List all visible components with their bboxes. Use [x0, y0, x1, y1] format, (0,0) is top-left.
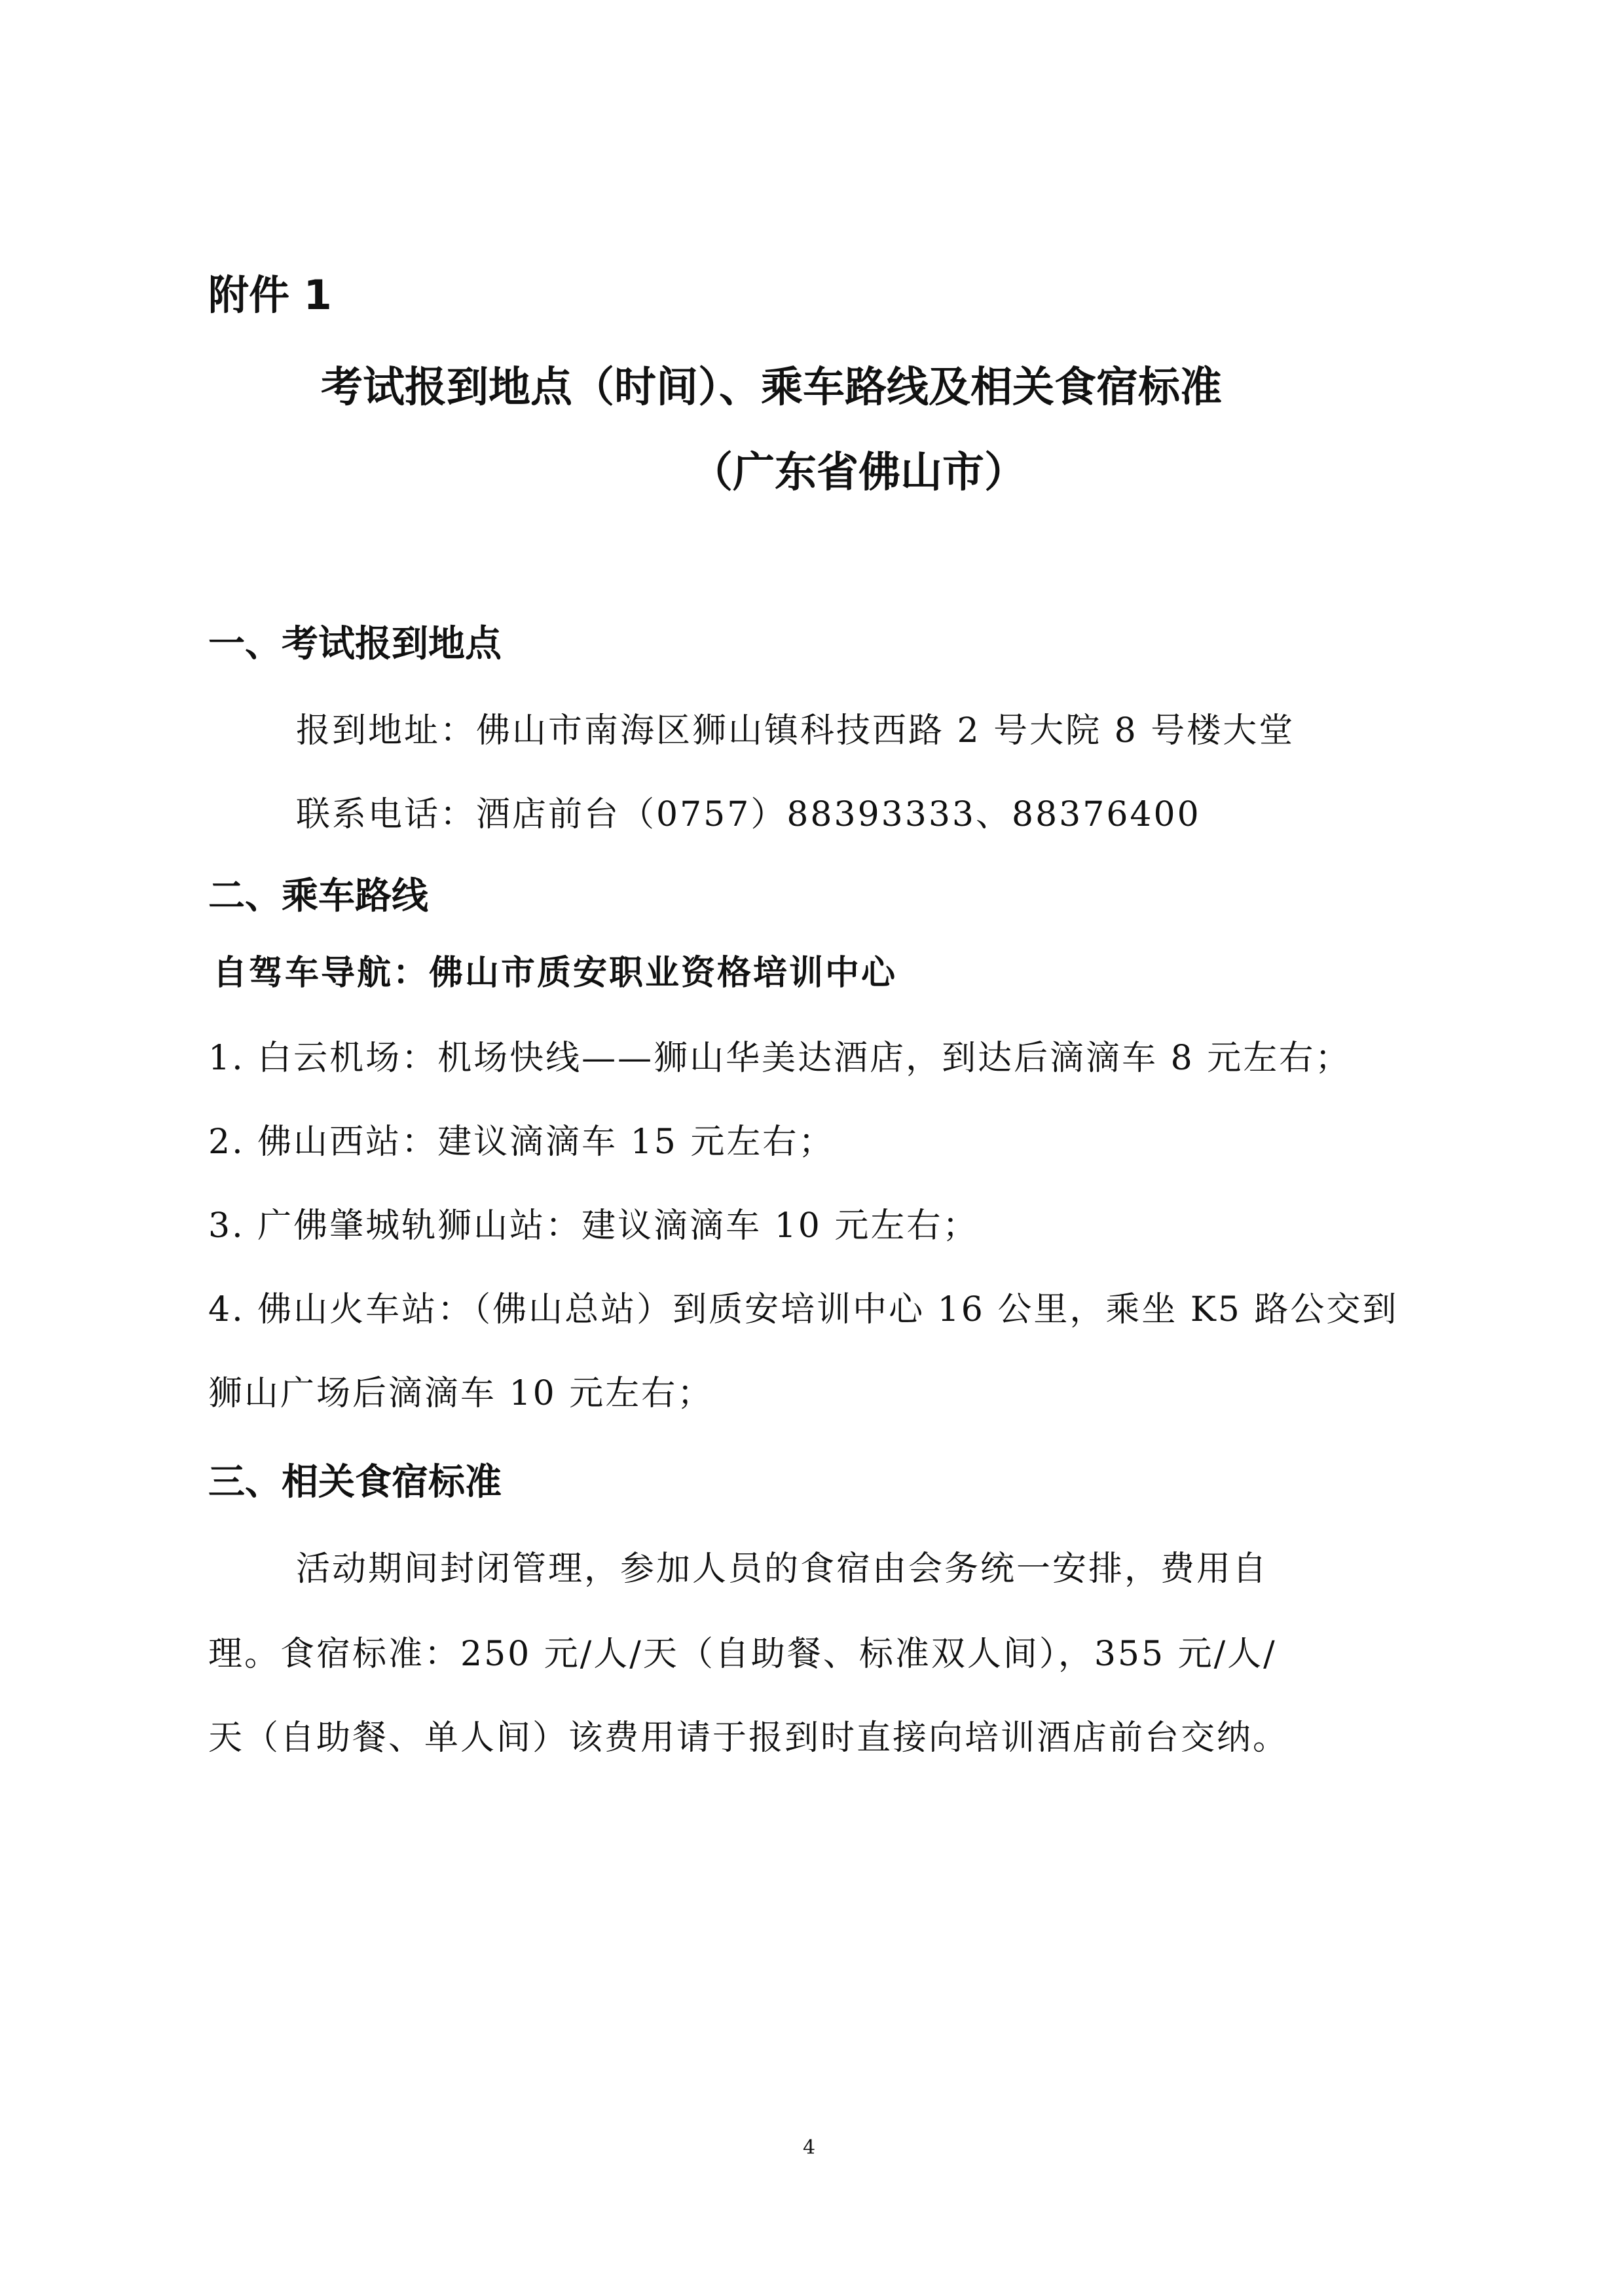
section-heading-transport-routes: 二、乘车路线	[208, 874, 428, 917]
self-drive-navigation: 自驾车导航：佛山市质安职业资格培训中心	[213, 953, 898, 993]
accommodation-paragraph-line: 天（自助餐、单人间）该费用请于报到时直接向培训酒店前台交纳。	[208, 1718, 1289, 1758]
section-heading-food-accommodation: 三、相关食宿标准	[208, 1460, 502, 1504]
section-heading-report-location: 一、考试报到地点	[208, 622, 502, 665]
document-title: 考试报到地点（时间）、乘车路线及相关食宿标准	[321, 363, 1222, 412]
page-number: 4	[803, 2136, 816, 2159]
route-item: 2. 佛山西站：建议滴滴车 15 元左右；	[208, 1122, 835, 1162]
accommodation-paragraph-line: 活动期间封闭管理，参加人员的食宿由会务统一安排，费用自	[296, 1549, 1269, 1589]
attachment-label: 附件 1	[208, 271, 332, 319]
route-item: 4. 佛山火车站：（佛山总站）到质安培训中心 16 公里，乘坐 K5 路公交到	[208, 1290, 1399, 1329]
route-item-continuation: 狮山广场后滴滴车 10 元左右；	[208, 1374, 714, 1413]
accommodation-paragraph-line: 理。食宿标准：250 元/人/天（自助餐、标准双人间），355 元/人/	[208, 1635, 1277, 1674]
route-item: 3. 广佛肇城轨狮山站：建议滴滴车 10 元左右；	[208, 1206, 979, 1246]
document-subtitle: （广东省佛山市）	[691, 449, 1026, 497]
route-item: 1. 白云机场：机场快线——狮山华美达酒店，到达后滴滴车 8 元左右；	[208, 1039, 1352, 1078]
report-address: 报到地址：佛山市南海区狮山镇科技西路 2 号大院 8 号楼大堂	[296, 711, 1295, 750]
contact-phone: 联系电话：酒店前台（0757）88393333、88376400	[296, 795, 1201, 834]
